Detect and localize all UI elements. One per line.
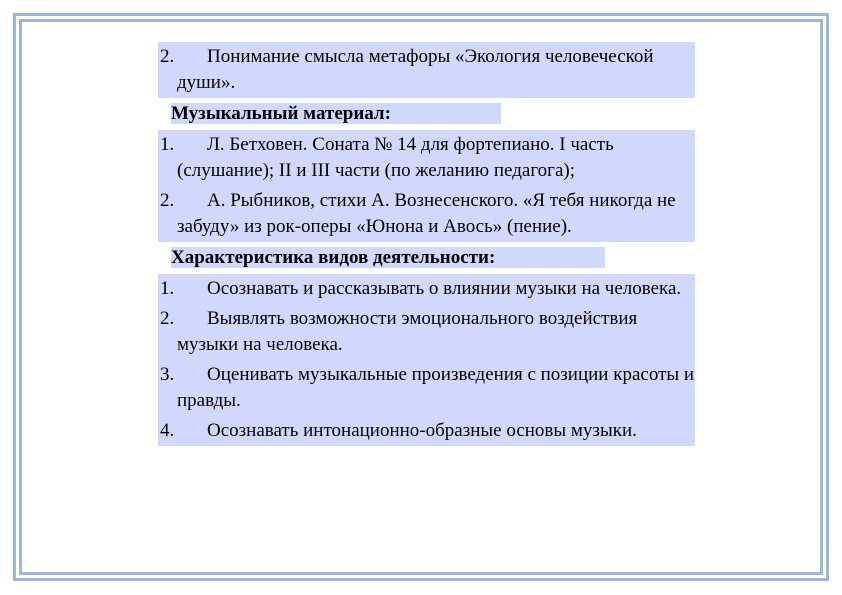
item-text: Понимание смысла метафоры «Экология человеческой души». [177,46,654,93]
item-number: 4. [160,420,175,441]
item-text: Осознавать интонационно-образные основы музыки. [207,420,637,441]
item-number: 3. [160,364,175,385]
list-item [158,416,695,446]
list-item [158,304,695,360]
list-item [158,42,695,98]
item-text: Выявлять возможности эмоционального воздействия музыки на человека. [177,308,638,355]
list-item [158,130,695,186]
item-text: Осознавать и рассказывать о влиянии музыки на человека. [207,278,682,299]
list-item [158,274,695,304]
item-text: Оценивать музыкальные произведения с позиции красоты и правды. [177,364,695,411]
item-number: 1. [160,278,175,299]
item-number: 2. [160,190,175,211]
item-number: 2. [160,46,175,67]
item-number: 2. [160,308,175,329]
list-item [158,186,695,242]
lesson-text [158,42,695,446]
item-text: Л. Бетховен. Соната № 14 для фортепиано. I часть (слушание); II и III части (по желанию педагога); [177,134,614,181]
section-heading-activities: Характеристика видов деятельности: [169,242,695,274]
list-item [158,360,695,416]
item-number: 1. [160,134,175,155]
item-text: А. Рыбников, стихи А. Вознесенского. «Я тебя никогда не забуду» из рок-оперы «Юнона и Авось» (пение). [177,190,676,237]
section-heading-music-material: Музыкальный материал: [169,98,695,130]
